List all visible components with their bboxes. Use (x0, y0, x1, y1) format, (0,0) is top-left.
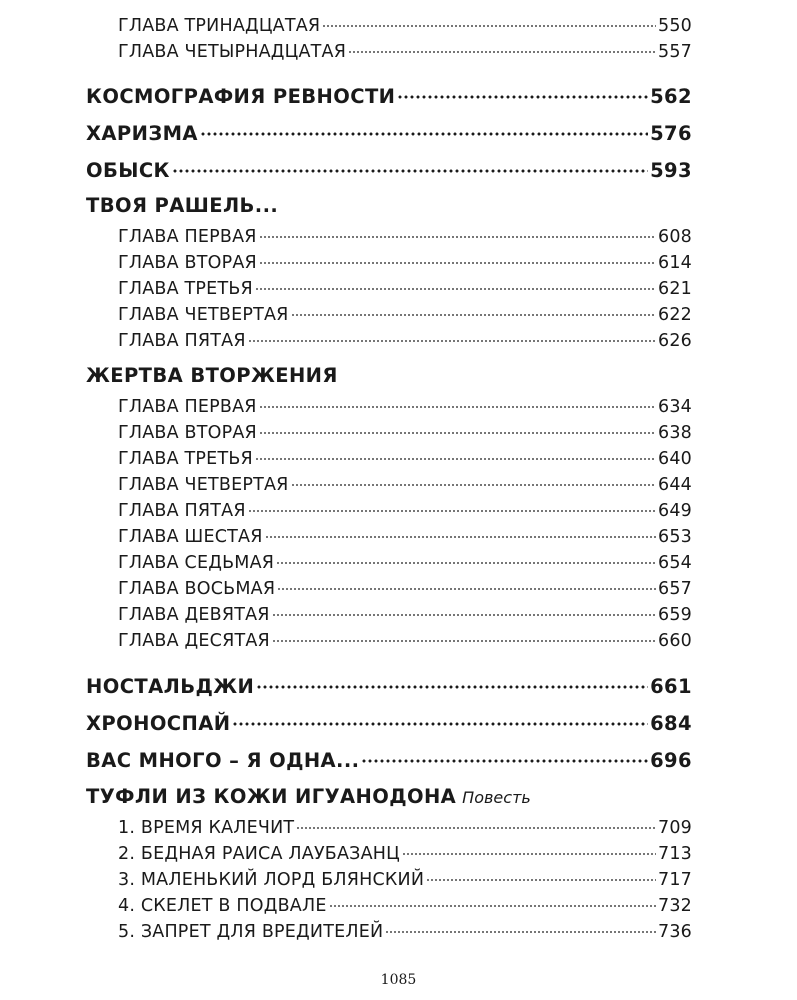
toc-entry (0, 471, 797, 495)
dot-leader (397, 82, 648, 103)
toc-entry (0, 549, 797, 573)
entry-title: ГЛАВА ПЕРВАЯ (118, 227, 257, 248)
entry-page: 640 (657, 449, 692, 470)
dot-leader (277, 575, 656, 594)
entry-page: 717 (657, 870, 692, 891)
entry-title: ГЛАВА ШЕСТАЯ (118, 527, 263, 548)
entry-page: 614 (657, 253, 692, 274)
toc-entry (0, 497, 797, 521)
entry-page: 657 (657, 579, 692, 600)
dot-leader (385, 918, 656, 937)
dot-leader (402, 840, 656, 859)
entry-title: 4. СКЕЛЕТ В ПОДВАЛЕ (118, 896, 327, 917)
toc-entry (0, 814, 797, 838)
entry-page: 644 (657, 475, 692, 496)
entry-page: 659 (657, 605, 692, 626)
toc-section-entry (0, 156, 797, 182)
entry-page: 649 (657, 501, 692, 522)
dot-leader (272, 601, 656, 620)
dot-leader (361, 746, 648, 767)
entry-title: 2. БЕДНАЯ РАИСА ЛАУБАЗАНЦ (118, 844, 400, 865)
dot-leader (256, 672, 648, 693)
entry-title: ГЛАВА ЧЕТВЕРТАЯ (118, 475, 289, 496)
entry-page: 557 (657, 42, 692, 63)
entry-page: 550 (657, 16, 692, 37)
section-heading: ТВОЯ РАШЕЛЬ... (86, 194, 279, 217)
toc-section-entry (0, 82, 797, 108)
entry-title: ГЛАВА ТРЕТЬЯ (118, 449, 253, 470)
section-page: 684 (650, 712, 692, 736)
entry-title: ГЛАВА ТРЕТЬЯ (118, 279, 253, 300)
heading-title: ТУФЛИ ИЗ КОЖИ ИГУАНОДОНА (86, 785, 457, 808)
toc-section-entry (0, 746, 797, 772)
section-page: 696 (650, 749, 692, 773)
entry-title: ГЛАВА ПЯТАЯ (118, 501, 246, 522)
toc-entry (0, 419, 797, 443)
entry-title: 5. ЗАПРЕТ ДЛЯ ВРЕДИТЕЛЕЙ (118, 922, 384, 943)
toc-section-entry (0, 672, 797, 698)
entry-title: ГЛАВА ТРИНАДЦАТАЯ (118, 16, 321, 37)
section-title: ОБЫСК (86, 159, 170, 183)
entry-page: 653 (657, 527, 692, 548)
toc-entry (0, 275, 797, 299)
entry-title: ГЛАВА ВОСЬМАЯ (118, 579, 276, 600)
dot-leader (348, 38, 656, 57)
dot-leader (259, 419, 656, 438)
entry-page: 622 (657, 305, 692, 326)
dot-leader (200, 119, 648, 140)
section-title: ВАС МНОГО – Я ОДНА... (86, 749, 360, 773)
entry-page: 660 (657, 631, 692, 652)
section-title: ХРОНОСПАЙ (86, 712, 231, 736)
section-page: 661 (650, 675, 692, 699)
entry-title: ГЛАВА ВТОРАЯ (118, 423, 257, 444)
dot-leader (255, 445, 656, 464)
heading-subtitle: Повесть (462, 788, 531, 807)
entry-page: 732 (657, 896, 692, 917)
toc-entry (0, 627, 797, 651)
dot-leader (255, 275, 656, 294)
entry-title: ГЛАВА ЧЕТЫРНАДЦАТАЯ (118, 42, 347, 63)
section-title: НОСТАЛЬДЖИ (86, 675, 255, 699)
toc-entry (0, 892, 797, 916)
entry-page: 638 (657, 423, 692, 444)
entry-page: 654 (657, 553, 692, 574)
entry-title: ГЛАВА СЕДЬМАЯ (118, 553, 275, 574)
entry-title: ГЛАВА ДЕСЯТАЯ (118, 631, 270, 652)
dot-leader (426, 866, 656, 885)
section-heading (86, 785, 531, 808)
dot-leader (259, 223, 656, 242)
toc-entry (0, 575, 797, 599)
entry-title: ГЛАВА ДЕВЯТАЯ (118, 605, 270, 626)
dot-leader (248, 497, 656, 516)
toc-entry (0, 327, 797, 351)
entry-title: ГЛАВА ПЕРВАЯ (118, 397, 257, 418)
dot-leader (329, 892, 656, 911)
entry-title: ГЛАВА ПЯТАЯ (118, 331, 246, 352)
dot-leader (291, 471, 656, 490)
entry-page: 634 (657, 397, 692, 418)
section-page: 562 (650, 85, 692, 109)
section-title: ХАРИЗМА (86, 122, 198, 146)
toc-entry (0, 601, 797, 625)
toc-section-entry (0, 119, 797, 145)
toc-entry (0, 223, 797, 247)
entry-page: 713 (657, 844, 692, 865)
dot-leader (259, 393, 656, 412)
dot-leader (248, 327, 656, 346)
dot-leader (322, 12, 656, 31)
entry-page: 626 (657, 331, 692, 352)
dot-leader (291, 301, 656, 320)
dot-leader (259, 249, 656, 268)
section-page: 593 (650, 159, 692, 183)
section-heading: ЖЕРТВА ВТОРЖЕНИЯ (86, 364, 338, 387)
dot-leader (232, 709, 648, 730)
toc-entry (0, 523, 797, 547)
toc-entry (0, 249, 797, 273)
entry-title: ГЛАВА ЧЕТВЕРТАЯ (118, 305, 289, 326)
page-number: 1085 (380, 972, 417, 988)
dot-leader (296, 814, 656, 833)
toc-entry (0, 918, 797, 942)
toc-entry (0, 840, 797, 864)
toc-entry (0, 445, 797, 469)
entry-title: 1. ВРЕМЯ КАЛЕЧИТ (118, 818, 295, 839)
toc-section-entry (0, 709, 797, 735)
toc-entry (0, 866, 797, 890)
toc-entry (0, 38, 797, 62)
entry-page: 709 (657, 818, 692, 839)
dot-leader (276, 549, 656, 568)
toc-entry (0, 393, 797, 417)
toc-entry (0, 301, 797, 325)
toc-entry (0, 12, 797, 36)
dot-leader (265, 523, 656, 542)
entry-page: 608 (657, 227, 692, 248)
entry-page: 736 (657, 922, 692, 943)
entry-title: ГЛАВА ВТОРАЯ (118, 253, 257, 274)
entry-title: 3. МАЛЕНЬКИЙ ЛОРД БЛЯНСКИЙ (118, 870, 425, 891)
dot-leader (172, 156, 648, 177)
section-title: КОСМОГРАФИЯ РЕВНОСТИ (86, 85, 396, 109)
entry-page: 621 (657, 279, 692, 300)
dot-leader (272, 627, 656, 646)
section-page: 576 (650, 122, 692, 146)
